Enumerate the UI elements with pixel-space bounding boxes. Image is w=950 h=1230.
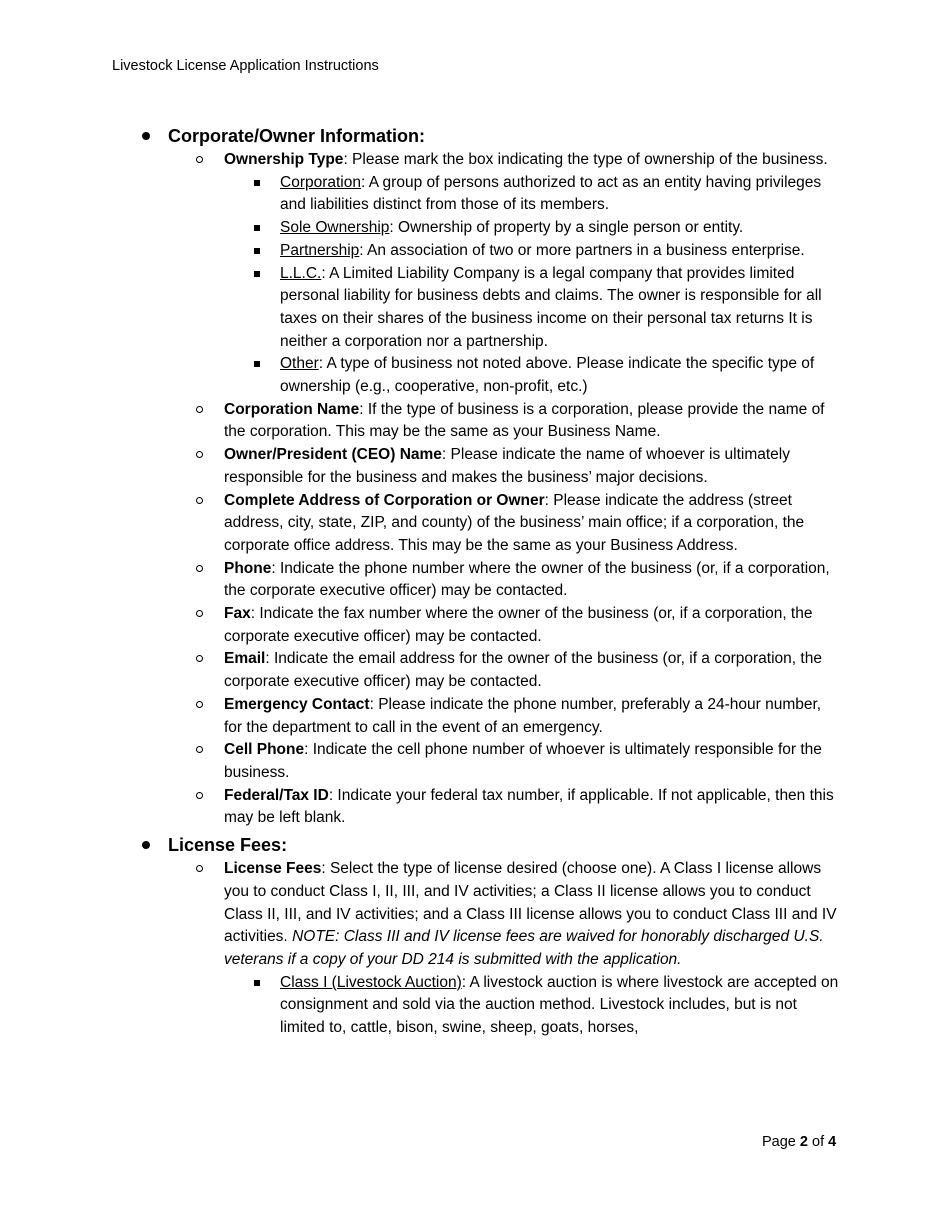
bullet-square-icon [254,248,260,254]
item-text: : Please indicate the name of whoever is ultimately responsible for the business and makes the business’ major decisions. [224,446,790,486]
item-term: License Fees [224,860,322,878]
sub-item-term: Partnership [280,241,360,259]
section-license-fees [140,833,840,1040]
list-item-fax [168,603,840,648]
list-item-email [168,648,840,693]
item-term: Corporation Name [224,400,360,418]
sub-item-text: : A Limited Liability Company is a legal company that provides limited personal liability for business debts and claims. The owner is responsible for all taxes on their shares of the business income on their personal tax returns It is neither a corporation nor a partnership. [280,264,822,350]
bullet-square-icon [254,271,260,277]
page-number [762,1134,836,1150]
sub-item-sole-ownership [168,217,840,240]
bullet-square-icon [254,225,260,231]
sub-item-corporation [168,172,840,217]
item-note: NOTE: Class III and IV license fees are waived for honorably discharged U.S. veterans if a copy of your DD 214 is submitted with the application. [224,928,824,968]
item-term: Ownership Type [224,151,344,168]
item-term: Fax [224,605,251,623]
list-item-corporation-name [168,399,840,444]
bullet-disc-icon [142,841,150,849]
item-text: : Please mark the box indicating the type of ownership of the business. [343,151,828,168]
sub-item-text: : Ownership of property by a single person or entity. [389,219,744,237]
item-text: : Please indicate the address (street address, city, state, ZIP, and county) of the business’ main office; if a corporation, the corporate office address. This may be the same as your Business Address. [224,491,805,554]
bullet-circle-icon [196,792,203,799]
bullet-circle-icon [196,701,203,708]
section-corporate-owner-information [140,124,840,830]
list-item-emergency-contact [168,694,840,739]
item-text: : Indicate the email address for the owner of the business (or, if a corporation, the corporate executive officer) may be contacted. [224,650,822,691]
list-item-owner-president-name [168,444,840,489]
bullet-circle-icon [196,497,203,504]
sub-item-term: Other [280,355,319,373]
sub-item-text: : A livestock auction is where livestock are accepted on consignment and sold via the auction method. Livestock includes, but is not limited to, cattle, bison, swine, sheep, goats, horses, [280,973,839,1037]
bullet-circle-icon [196,865,203,872]
section-title: Corporate/Owner Information: [168,126,426,146]
bullet-square-icon [254,180,260,186]
bullet-circle-icon [196,406,203,413]
sub-item-class-i-livestock-auction [168,972,840,1040]
sub-item-partnership [168,240,840,263]
page-prefix: Page [762,1134,800,1150]
page-header: Livestock License Application Instructions [112,58,379,74]
list-item-federal-tax-id [168,785,840,830]
item-term: Cell Phone [224,741,305,759]
sub-item-text: : A group of persons authorized to act as an entity having privileges and liabilities distinct from those of its members. [280,173,822,214]
sub-item-other [168,353,840,398]
item-term: Owner/President (CEO) Name [224,446,442,464]
bullet-circle-icon [196,451,203,458]
sub-item-term: Corporation [280,173,361,191]
list-item-phone [168,558,840,603]
bullet-circle-icon [196,156,203,163]
item-term: Federal/Tax ID [224,786,329,804]
list-item-complete-address [168,490,840,558]
sub-item-text: : A type of business not noted above. Please indicate the specific type of ownership (e.g., cooperative, non-profit, etc.) [280,355,815,396]
item-text: : Indicate the cell phone number of whoever is ultimately responsible for the business. [224,741,822,781]
page-current: 2 [799,1134,808,1150]
sub-item-term: L.L.C. [280,264,322,282]
list-item-ownership-type [168,149,840,172]
sub-item-llc [168,263,840,354]
item-text: : Select the type of license desired (choose one). A Class I license allows you to conduct Class I, II, III, and IV activities; a Class II license allows you to conduct Class II, III, and IV activities; and a Class III license allows you to conduct Class III and IV activities. [224,860,837,946]
section-title: License Fees: [168,835,288,856]
bullet-square-icon [254,361,260,367]
document-body [140,124,840,1040]
item-text: : Indicate the phone number where the owner of the business (or, if a corporation, the corporate executive officer) may be contacted. [224,559,830,600]
list-item-cell-phone [168,739,840,784]
sub-item-term: Sole Ownership [280,219,390,237]
sub-item-term: Class I (Livestock Auction) [280,973,462,991]
list-item-license-fees [168,858,840,972]
item-term: Phone [224,559,272,577]
bullet-circle-icon [196,655,203,662]
item-text: : If the type of business is a corporation, please provide the name of the corporation. This may be the same as your Business Name. [224,400,825,441]
bullet-square-icon [254,980,260,986]
bullet-disc-icon [142,132,150,140]
item-text: : Indicate your federal tax number, if applicable. If not applicable, then this may be left blank. [224,786,834,827]
page-total: 4 [828,1134,837,1150]
item-text: : Indicate the fax number where the owner of the business (or, if a corporation, the corporate executive officer) may be contacted. [224,605,813,645]
item-term: Emergency Contact [224,695,370,713]
bullet-circle-icon [196,746,203,753]
item-term: Email [224,650,266,668]
bullet-circle-icon [196,610,203,617]
page-of: of [807,1134,829,1150]
sub-item-text: : An association of two or more partners in a business enterprise. [359,241,805,259]
item-term: Complete Address of Corporation or Owner [224,491,545,509]
item-text: : Please indicate the phone number, preferably a 24-hour number, for the department to call in the event of an emergency. [224,695,822,736]
bullet-circle-icon [196,565,203,572]
